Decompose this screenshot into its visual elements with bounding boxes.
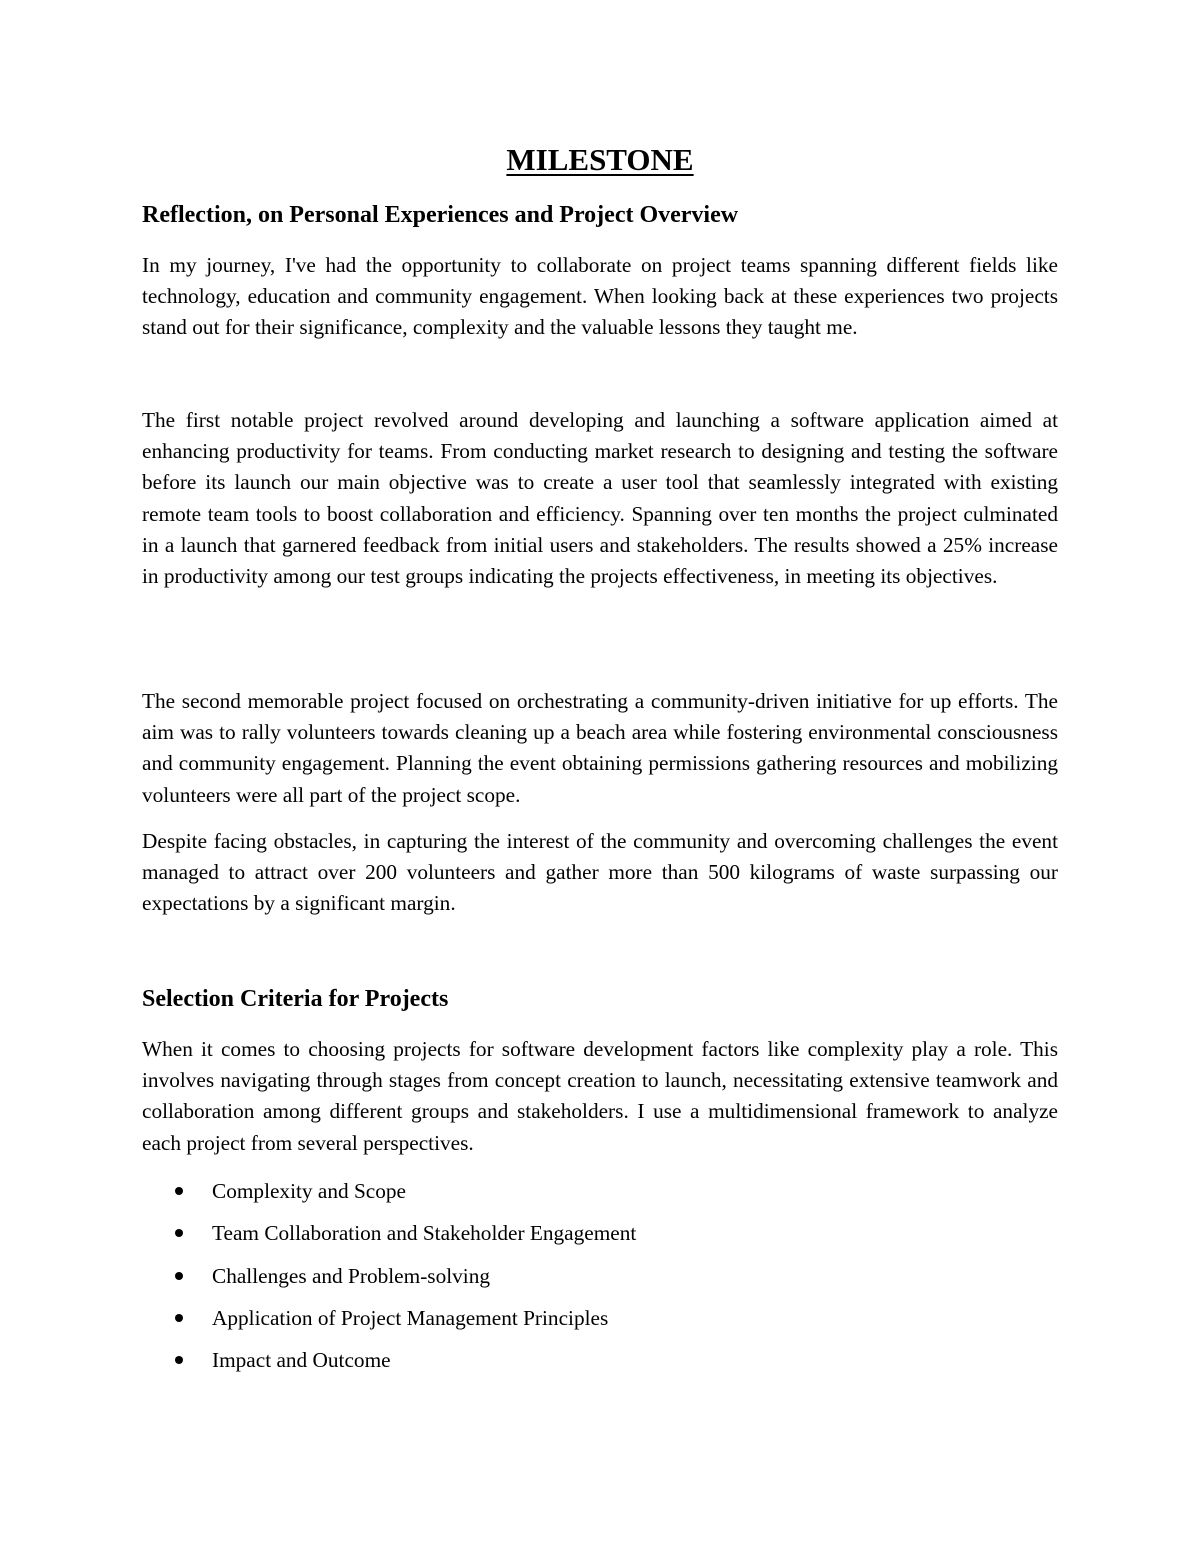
paragraph-selection-criteria: When it comes to choosing projects for software development factors like complexity play a role. This involves navigating through stages from concept creation to launch, necessitating extensive teamwork and collaboration among different groups and stakeholders. I use a multidimensional framework to analyze each project from several perspectives.	[142, 1037, 1058, 1155]
document-title: MILESTONE	[506, 142, 694, 177]
paragraph-second-project: The second memorable project focused on orchestrating a community-driven initiative for up efforts. The aim was to rally volunteers towards cleaning up a beach area while fostering environmental consciousness and community engagement. Planning the event obtaining permissions gathering resources and mobilizing volunteers were all part of the project scope.	[142, 689, 1058, 807]
bullet-icon	[175, 1314, 183, 1322]
list-item	[142, 1216, 1058, 1258]
list-item-label: Application of Project Management Principles	[212, 1305, 609, 1330]
list-item-label: Team Collaboration and Stakeholder Engagement	[212, 1221, 637, 1246]
list-item	[142, 1343, 1058, 1385]
list-item-label: Impact and Outcome	[212, 1348, 391, 1373]
list-item	[142, 1301, 1058, 1343]
section-heading-selection-criteria: Selection Criteria for Projects	[142, 986, 449, 1012]
list-item-label: Challenges and Problem-solving	[212, 1263, 491, 1288]
bullet-icon	[175, 1229, 183, 1237]
paragraph-intro: In my journey, I've had the opportunity to collaborate on project teams spanning different fields like technology, education and community engagement. When looking back at these experiences two projects stand out for their significance, complexity and the valuable lessons they taught me.	[142, 253, 1058, 340]
paragraph-first-project: The first notable project revolved around developing and launching a software application aimed at enhancing productivity for teams. From conducting market research to designing and testing the software before its launch our main objective was to create a user tool that seamlessly integrated with existing remote team tools to boost collaboration and efficiency. Spanning over ten months the project culminated in a launch that garnered feedback from initial users and stakeholders. The results showed a 25% increase in productivity among our test groups indicating the projects effectiveness, in meeting its objectives.	[142, 408, 1058, 589]
bullet-icon	[175, 1356, 183, 1364]
criteria-list	[142, 1174, 1058, 1385]
list-item	[142, 1259, 1058, 1301]
list-item	[142, 1174, 1058, 1216]
paragraph-outcome: Despite facing obstacles, in capturing the interest of the community and overcoming challenges the event managed to attract over 200 volunteers and gather more than 500 kilograms of waste surpassing our expectations by a significant margin.	[142, 829, 1058, 916]
section-heading-reflection: Reflection, on Personal Experiences and Project Overview	[142, 202, 739, 228]
bullet-icon	[175, 1187, 183, 1195]
list-item-label: Complexity and Scope	[212, 1179, 407, 1203]
bullet-icon	[175, 1272, 183, 1280]
